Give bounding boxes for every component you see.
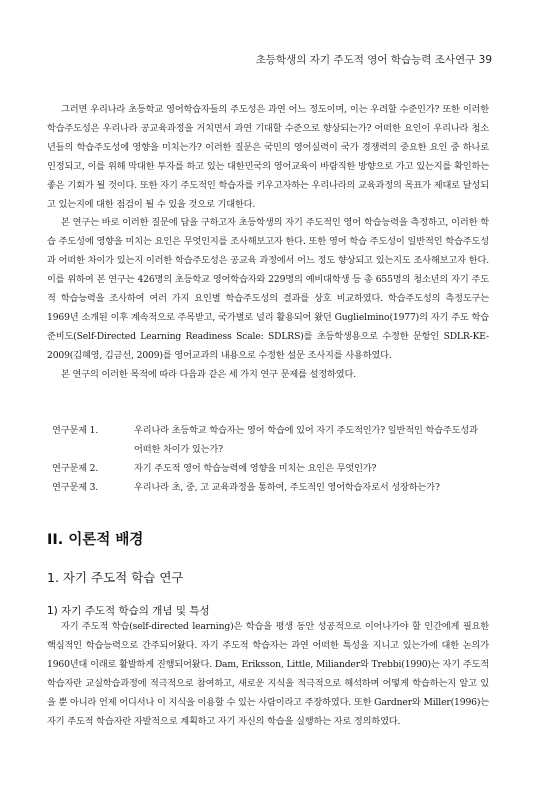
intro-paragraph-3: 본 연구의 이러한 목적에 따라 다음과 같은 세 가지 연구 문제를 설정하였다. xyxy=(61,368,356,380)
research-question-1 xyxy=(52,422,488,460)
research-question-text: 우리나라 초, 중, 고 교육과정을 통하여, 주도적인 영어학습자로서 성장하는가? xyxy=(134,481,440,493)
intro-paragraph-1: 그러면 우리나라 초등학교 영어학습자들의 주도성은 과연 어느 정도이며, 이는 우려할 수준인가? 또한 이러한 학습주도성은 우리나라 공교육과정을 거치면서 과연 기대할 수준으로 향상되는가? 어떠한 요인이 우리나라 청소년들의 학습주도성에 영향을 미치는가? 이러한 질문은 국민의 영어실력이 국가 경쟁력의 중요한 요인 중 하나로 인정되고, 이를 위해 막대한 투자를 하고 있는 대한민국의 영어교육이 바람직한 방향으로 가고 있는지를 확인하는 좋은 기회가 될 것이다. 또한 자기 주도적인 학습자를 키우고자하는 우리나라의 교육과정의 목표가 제대로 달성되고 있는지에 대한 점검이 될 수 있을 것으로 기대한다. xyxy=(47,104,489,210)
running-header: 초등학생의 자기 주도적 영어 학습능력 조사연구 39 xyxy=(255,54,492,66)
research-question-list xyxy=(52,422,488,498)
sub-subsection-heading: 1) 자기 주도적 학습의 개념 및 특성 xyxy=(47,605,210,617)
theory-section xyxy=(47,618,489,731)
intro-section xyxy=(47,101,489,385)
intro-paragraph-2: 본 연구는 바로 이러한 질문에 답을 구하고자 초등학생의 자기 주도적인 영어 학습능력을 측정하고, 이러한 학습 주도성에 영향을 미치는 요인은 무엇인지를 조사해보고자 한다. 또한 영어 학습 주도성이 일반적인 학습주도성과 어떠한 차이가 있는지 이러한 학습주도성은 공교육 과정에서 어느 정도 향상되고 있는지도 조사해보고자 한다. 이를 위하여 본 연구는 426명의 초등학교 영어학습자와 229명의 예비대학생 등 총 655명의 청소년의 자기 주도적 학습능력을 조사하여 여러 가지 요인별 학습주도성의 결과를 상호 비교하였다. 학습주도성의 측정도구는 1969년 소개된 이후 계속적으로 주목받고, 국가별로 널리 활용되어 왔던 Guglielmino(1977)의 자기 주도 학습 준비도(Self-Directed Learning Readiness Scale: SDLRS)를 초등학생용으로 수정한 문항인 SDLR-KE-2009(김혜영, 김금선, 2009)를 영어교과의 내용으로 수정한 설문 조사지를 사용하였다. xyxy=(47,217,489,361)
theory-paragraph: 자기 주도적 학습(self-directed learning)은 학습을 평생 동안 성공적으로 이어나가야 할 인간에게 필요한 핵심적인 학습능력으로 간주되어왔다. 자기 주도적 학습자는 과연 어떠한 특성을 지니고 있는가에 대한 논의가 1960년대 이래로 활발하게 진행되어왔다. Dam, Eriksson, Little, Miliander와 Trebbi(1990)는 자기 주도적 학습자란 교실학습과정에 적극적으로 참여하고, 새로운 지식을 적극적으로 해석하며 어떻게 학습하는지 알고 있을 뿐 아니라 언제 어디서나 이 지식을 이용할 수 있는 사람이라고 주장하였다. 또한 Gardner와 Miller(1996)는 자기 주도적 학습자란 자발적으로 계획하고 자기 자신의 학습을 실행하는 자로 정의하였다. xyxy=(47,621,489,727)
research-question-3 xyxy=(52,479,488,498)
research-question-2 xyxy=(52,460,488,479)
section-heading: II. 이론적 배경 xyxy=(47,532,144,548)
subsection-heading: 1. 자기 주도적 학습 연구 xyxy=(47,570,184,585)
research-question-label: 연구문제 1. xyxy=(52,425,99,436)
research-question-label: 연구문제 3. xyxy=(52,481,99,493)
research-question-text: 우리나라 초등학교 학습자는 영어 학습에 있어 자기 주도적인가? 일반적인 학습주도성과 어떠한 차이가 있는가? xyxy=(134,425,478,455)
research-question-text: 자기 주도적 영어 학습능력에 영향을 미치는 요인은 무엇인가? xyxy=(134,462,377,474)
research-question-label: 연구문제 2. xyxy=(52,462,99,474)
